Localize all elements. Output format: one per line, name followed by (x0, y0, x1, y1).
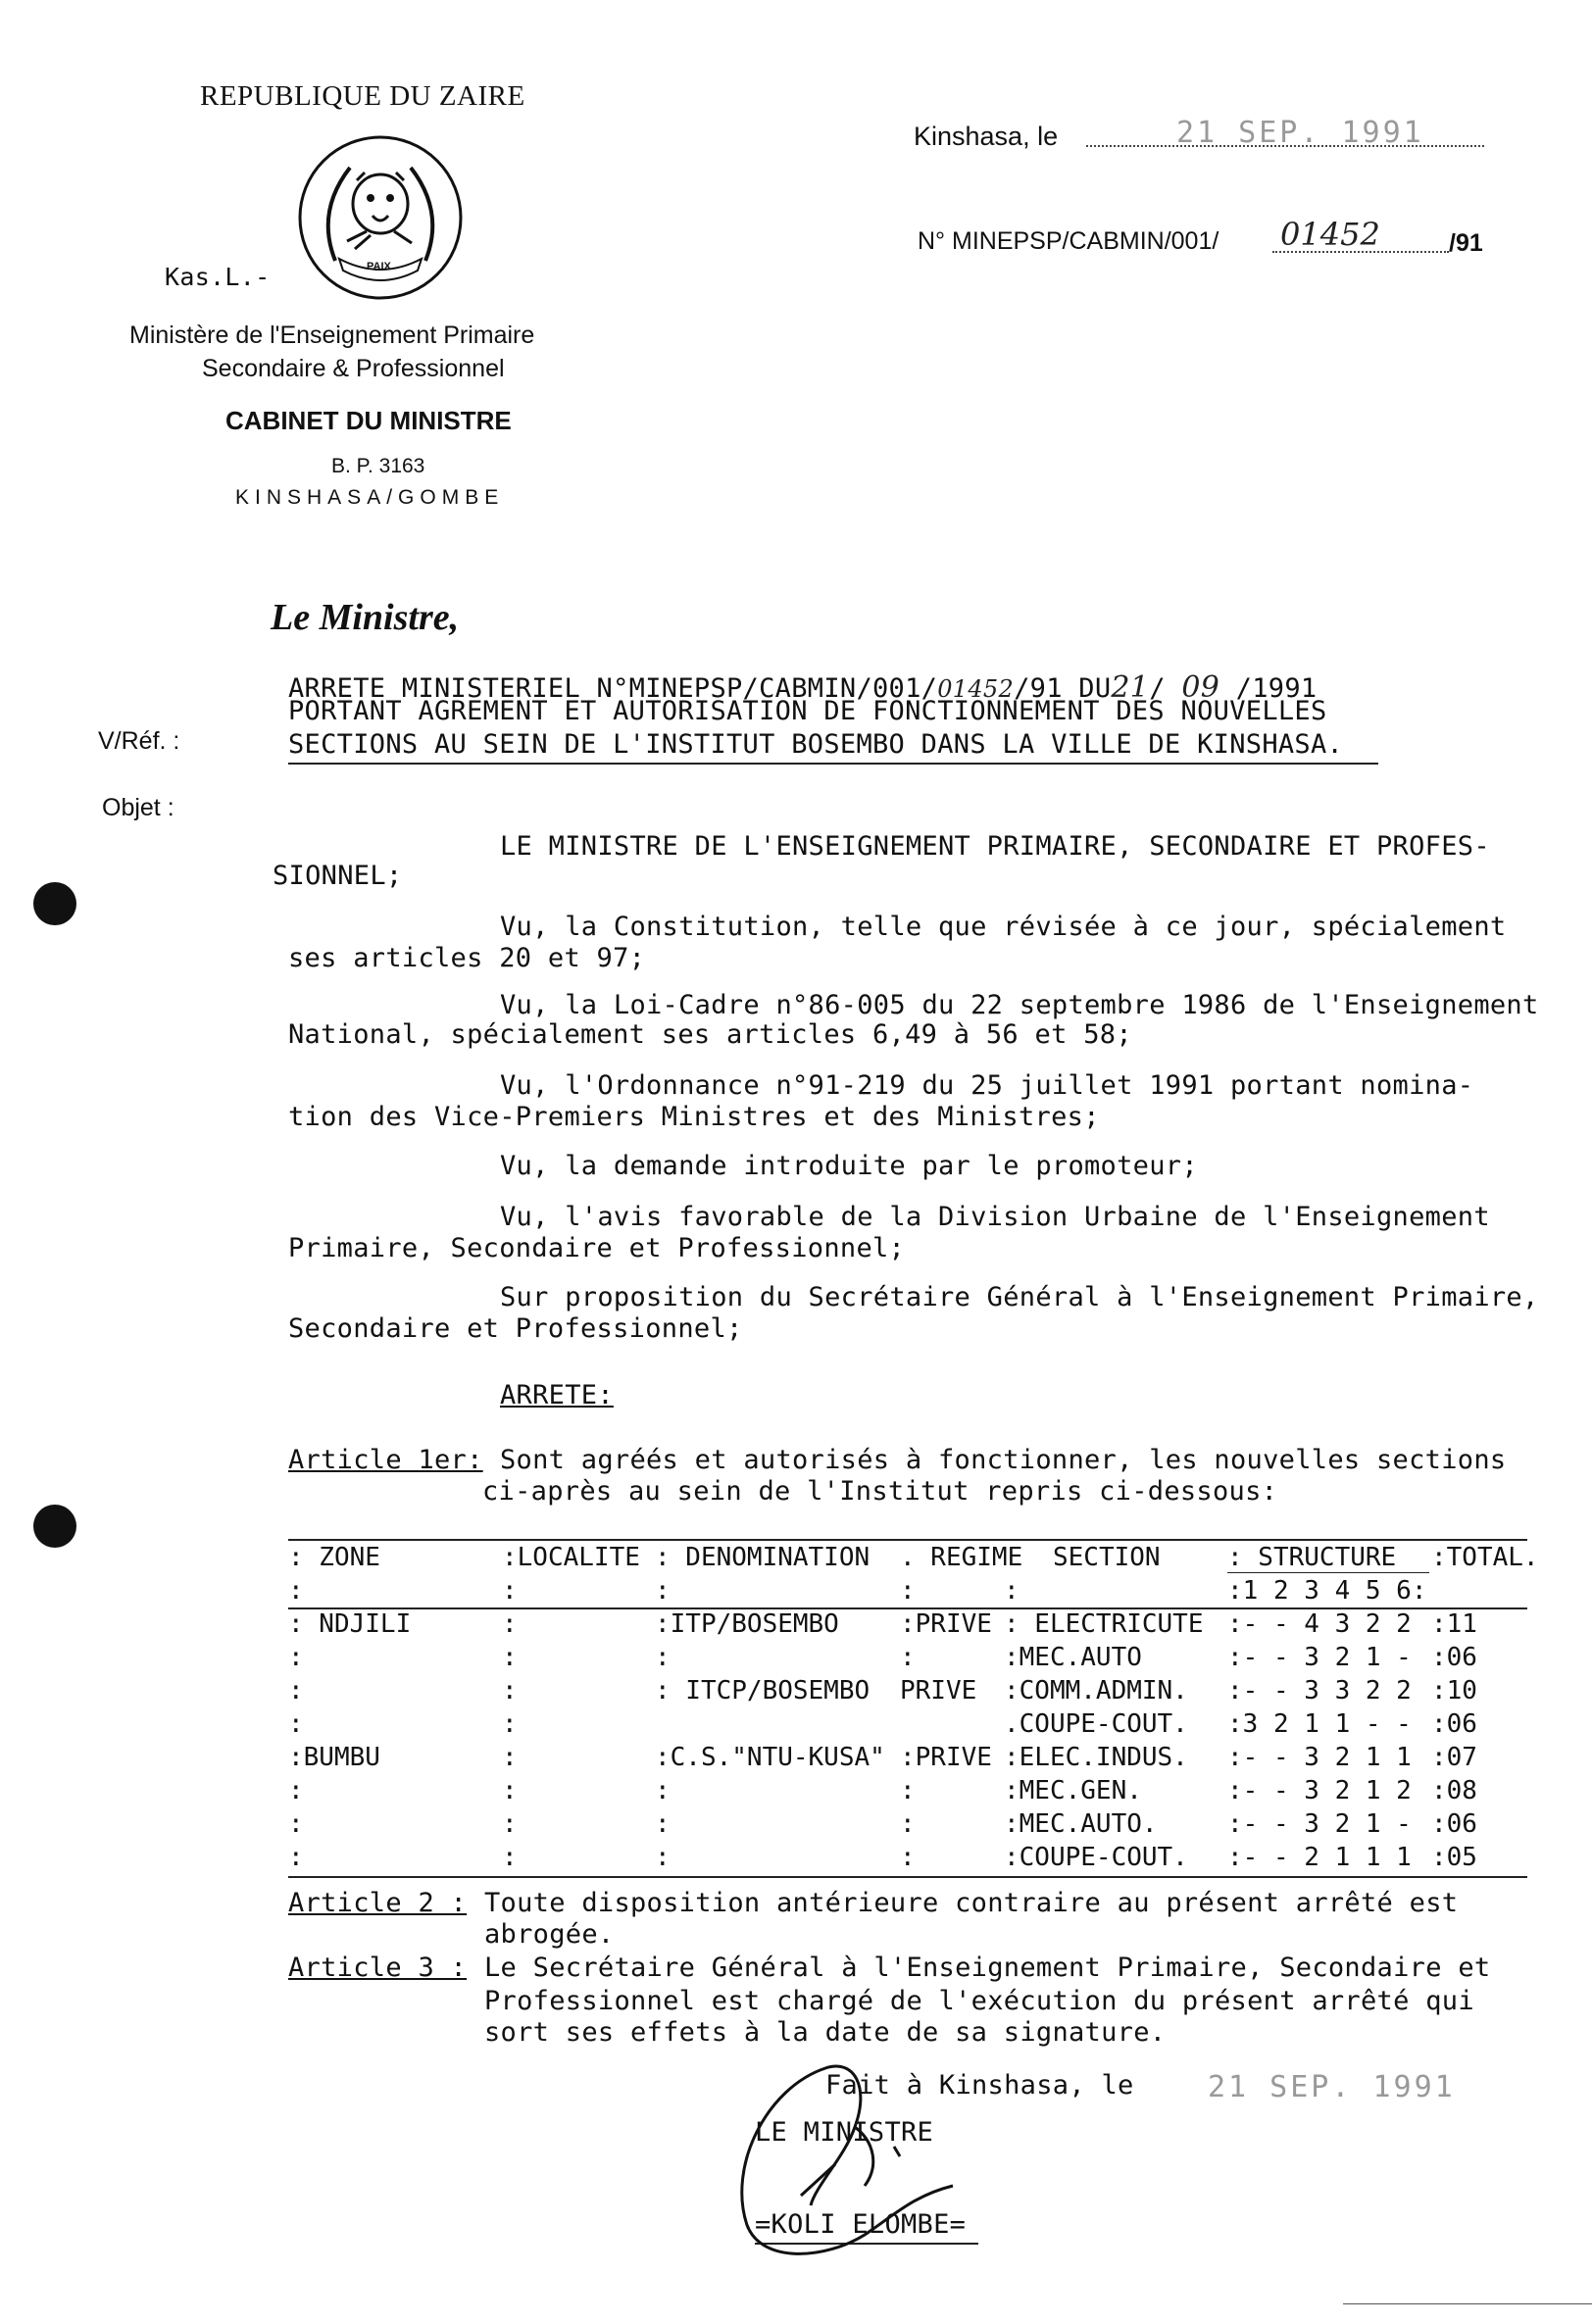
decree-title-du: /91 DU (1014, 673, 1112, 704)
intro-line-1: LE MINISTRE DE L'ENSEIGNEMENT PRIMAIRE, SECONDAIRE ET PROFES- (500, 831, 1490, 862)
cell-regime: : (900, 1776, 916, 1805)
punch-hole-bottom (33, 1505, 76, 1548)
cell-localite: : (502, 1743, 518, 1772)
cell-localite: : (502, 1776, 518, 1805)
vu-loi-cadre-line-2: National, spécialement ses articles 6,49 à 56 et 58; (288, 1019, 1132, 1050)
cell-section: :MEC.AUTO. (1004, 1809, 1158, 1839)
handwritten-signature (708, 2049, 1002, 2274)
cell-regime: PRIVE (900, 1676, 977, 1706)
cell-localite: : (502, 1709, 518, 1739)
cell-localite: : (502, 1643, 518, 1672)
date-stamp: 21 SEP. 1991 (1176, 116, 1424, 150)
decree-title-line-3: SECTIONS AU SEIN DE L'INSTITUT BOSEMBO DANS LA VILLE DE KINSHASA. (288, 729, 1344, 760)
vref-label: V/Réf. : (98, 727, 180, 755)
cell-zone: : NDJILI (288, 1609, 412, 1639)
article-1-line-1: Sont agréés et autorisés à fonctionner, les nouvelles sections (500, 1445, 1507, 1475)
cell-structure: :- - 4 3 2 2 (1227, 1609, 1412, 1639)
subheader-section: : (1004, 1576, 1020, 1606)
proposition-line-2: Secondaire et Professionnel; (288, 1313, 743, 1344)
header-denomination: : DENOMINATION (655, 1543, 871, 1572)
objet-label: Objet : (102, 794, 174, 821)
subheader-regime: : (900, 1576, 916, 1606)
cabinet-heading: CABINET DU MINISTRE (225, 406, 512, 435)
minister-heading: Le Ministre, (271, 597, 460, 638)
signatory-name: =KOLI ELOMBE= (755, 2209, 967, 2240)
article-3-line-3: sort ses effets à la date de sa signature. (484, 2017, 1167, 2048)
cell-regime: : (900, 1843, 916, 1872)
decree-number: 01452 (937, 675, 1015, 703)
kas-reference: Kas.L.- (165, 263, 271, 291)
cell-denomination: : ITCP/BOSEMBO (655, 1676, 871, 1706)
cell-structure: :- - 3 2 1 2 (1227, 1776, 1412, 1805)
national-seal (296, 133, 465, 302)
cell-structure: :- - 3 2 1 1 (1227, 1743, 1412, 1772)
cell-section: .COUPE-COUT. (1004, 1709, 1188, 1739)
reference-dotted-line (1272, 251, 1449, 253)
header-total: :TOTAL. (1431, 1543, 1539, 1572)
arrete-heading: ARRETE: (500, 1380, 614, 1410)
decree-year: /1991 (1235, 673, 1318, 704)
article-3-line-1: Le Secrétaire Général à l'Enseignement Primaire, Secondaire et (484, 1953, 1491, 1983)
header-localite: :LOCALITE (502, 1543, 640, 1572)
cell-section: :MEC.AUTO (1004, 1643, 1142, 1672)
article-1-line-2: ci-après au sein de l'Institut repris ci-dessous: (482, 1476, 1278, 1507)
footer-rule (1343, 2303, 1592, 2304)
signatory-title: LE MINISTRE (755, 2117, 934, 2148)
cell-localite: : (502, 1809, 518, 1839)
cell-zone: : (288, 1643, 304, 1672)
cell-regime: : (900, 1643, 916, 1672)
title-underline (288, 763, 1378, 765)
cell-localite: : (502, 1609, 518, 1639)
cell-section: :ELEC.INDUS. (1004, 1743, 1188, 1772)
place-date-label: Kinshasa, le (914, 122, 1059, 151)
reference-label: N° MINEPSP/CABMIN/001/ (918, 227, 1219, 255)
decree-date-separator: / (1149, 673, 1166, 704)
cell-localite: : (502, 1676, 518, 1706)
cell-zone: : (288, 1776, 304, 1805)
cell-denomination: :C.S."NTU-KUSA" (655, 1743, 885, 1772)
header-section: SECTION (1053, 1543, 1161, 1572)
seal-motto: PAIX (367, 261, 391, 272)
subheader-zone: : (288, 1576, 304, 1606)
cell-section: : ELECTRICUTE (1004, 1609, 1204, 1639)
vu-constitution-line-2: ses articles 20 et 97; (288, 943, 646, 973)
cell-denomination: :ITP/BOSEMBO (655, 1609, 839, 1639)
cell-denomination: : (655, 1843, 671, 1872)
vu-demande-line: Vu, la demande introduite par le promoteur; (500, 1151, 1198, 1181)
article-3-label: Article 3 : (288, 1953, 468, 1983)
cell-total: :06 (1431, 1643, 1477, 1672)
table-top-rule (288, 1539, 1527, 1541)
ministry-line-2: Secondaire & Professionnel (202, 355, 505, 382)
article-2-line-1: Toute disposition antérieure contraire au présent arrêté est (484, 1888, 1459, 1918)
cell-zone: : (288, 1676, 304, 1706)
vu-avis-line-1: Vu, l'avis favorable de la Division Urbaine de l'Enseignement (500, 1202, 1490, 1232)
reference-suffix: /91 (1449, 229, 1483, 257)
decree-title-line-2: PORTANT AGREMENT ET AUTORISATION DE FONCTIONNEMENT DES NOUVELLES (288, 696, 1327, 726)
intro-line-2: SIONNEL; (273, 861, 403, 891)
cell-total: :07 (1431, 1743, 1477, 1772)
decree-day: 21 (1111, 670, 1150, 705)
cell-total: :06 (1431, 1809, 1477, 1839)
structure-header-underline (1227, 1572, 1429, 1573)
cell-denomination: : (655, 1809, 671, 1839)
fait-a-line: Fait à Kinshasa, le (825, 2070, 1134, 2101)
header-structure: : STRUCTURE (1227, 1543, 1397, 1572)
cell-regime: :PRIVE (900, 1743, 992, 1772)
postal-box: B. P. 3163 (331, 455, 425, 477)
republic-heading: REPUBLIQUE DU ZAIRE (200, 80, 525, 112)
cell-section: :COMM.ADMIN. (1004, 1676, 1188, 1706)
cell-total: :08 (1431, 1776, 1477, 1805)
cell-regime: : (900, 1809, 916, 1839)
article-2-line-2: abrogée. (484, 1919, 615, 1950)
reference-number: 01452 (1280, 216, 1380, 253)
proposition-line-1: Sur proposition du Secrétaire Général à l'Enseignement Primaire, (500, 1282, 1539, 1312)
cell-structure: :3 2 1 1 - - (1227, 1709, 1412, 1739)
cell-structure: :- - 2 1 1 1 (1227, 1843, 1412, 1872)
cell-structure: :- - 3 2 1 - (1227, 1809, 1412, 1839)
city-line: KINSHASA/GOMBE (235, 486, 505, 509)
decree-title-prefix: ARRETE MINISTERIEL N°MINEPSP/CABMIN/001/ (288, 673, 938, 704)
cell-structure: :- - 3 2 1 - (1227, 1643, 1412, 1672)
ministry-line-1: Ministère de l'Enseignement Primaire (129, 321, 535, 349)
cell-structure: :- - 3 3 2 2 (1227, 1676, 1412, 1706)
vu-constitution-line-1: Vu, la Constitution, telle que révisée à ce jour, spécialement (500, 912, 1507, 942)
vu-loi-cadre-line-1: Vu, la Loi-Cadre n°86-005 du 22 septembre 1986 de l'Enseignement (500, 990, 1539, 1020)
cell-zone: : (288, 1709, 304, 1739)
vu-ordonnance-line-1: Vu, l'Ordonnance n°91-219 du 25 juillet 1991 portant nomina- (500, 1070, 1474, 1101)
signature-date-stamp: 21 SEP. 1991 (1208, 2070, 1456, 2104)
seal-emblem-icon (296, 133, 465, 302)
cell-total: :06 (1431, 1709, 1477, 1739)
header-zone: : ZONE (288, 1543, 380, 1572)
cell-denomination: : (655, 1643, 671, 1672)
article-2-label: Article 2 : (288, 1888, 468, 1918)
article-3-line-2: Professionnel est chargé de l'exécution du présent arrêté qui (484, 1986, 1474, 2016)
cell-section: :COUPE-COUT. (1004, 1843, 1188, 1872)
cell-zone: : (288, 1843, 304, 1872)
cell-total: :05 (1431, 1843, 1477, 1872)
cell-zone: : (288, 1809, 304, 1839)
cell-localite: : (502, 1843, 518, 1872)
article-1-label: Article 1er: (288, 1445, 483, 1475)
cell-total: :11 (1431, 1609, 1477, 1639)
cell-zone: :BUMBU (288, 1743, 380, 1772)
subheader-denomination: : (655, 1576, 671, 1606)
header-regime: . REGIME (900, 1543, 1023, 1572)
subheader-localite: : (502, 1576, 518, 1606)
vu-ordonnance-line-2: tion des Vice-Premiers Ministres et des Ministres; (288, 1102, 1100, 1132)
cell-section: :MEC.GEN. (1004, 1776, 1142, 1805)
cell-denomination: : (655, 1776, 671, 1805)
punch-hole-top (33, 882, 76, 925)
subheader-structure-digits: :1 2 3 4 5 6: (1227, 1576, 1427, 1606)
cell-total: :10 (1431, 1676, 1477, 1706)
decree-month: 09 (1181, 670, 1220, 705)
vu-avis-line-2: Primaire, Secondaire et Professionnel; (288, 1233, 906, 1263)
table-bottom-rule (288, 1876, 1527, 1878)
cell-regime: :PRIVE (900, 1609, 992, 1639)
